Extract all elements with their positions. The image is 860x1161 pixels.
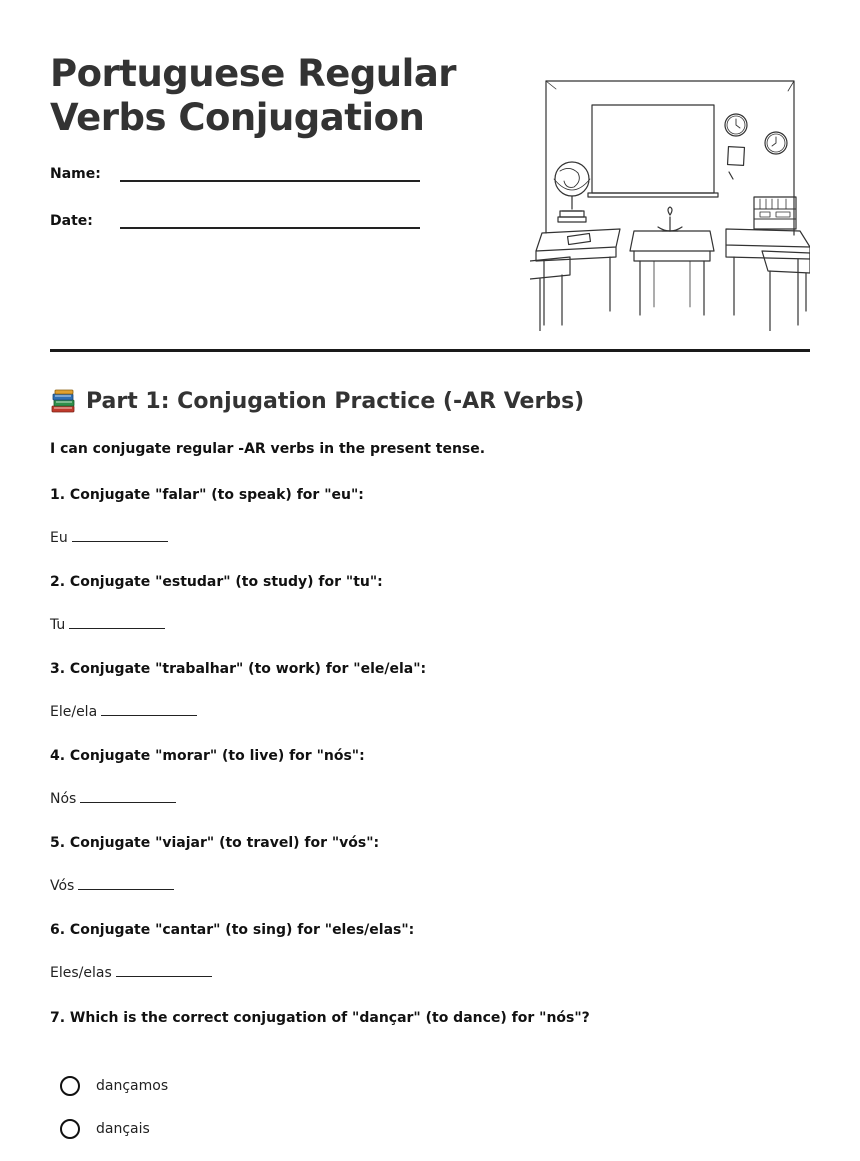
part1-title-text: Part 1: Conjugation Practice (-AR Verbs) bbox=[86, 388, 585, 414]
answer-2-blank[interactable] bbox=[69, 616, 165, 629]
question-3: 3. Conjugate "trabalhar" (to work) for "ele/ela": bbox=[50, 661, 427, 677]
answer-1-prefix: Eu bbox=[50, 530, 68, 546]
question-7: 7. Which is the correct conjugation of "dançar" (to dance) for "nós"? bbox=[50, 1010, 590, 1026]
worksheet-header bbox=[50, 0, 810, 352]
answer-2 bbox=[50, 616, 165, 633]
name-label: Name: bbox=[50, 166, 101, 182]
title-line-2: Verbs Conjugation bbox=[50, 96, 425, 139]
books-icon bbox=[50, 388, 76, 414]
answer-3-blank[interactable] bbox=[101, 703, 197, 716]
learning-objective: I can conjugate regular -AR verbs in the present tense. bbox=[50, 441, 486, 457]
part1-title bbox=[50, 388, 584, 414]
answer-5 bbox=[50, 877, 174, 894]
option-dancamos[interactable] bbox=[60, 1074, 168, 1098]
date-write-line[interactable] bbox=[120, 227, 420, 229]
answer-6-prefix: Eles/elas bbox=[50, 965, 112, 981]
answer-5-blank[interactable] bbox=[78, 877, 174, 890]
option-label: dançamos bbox=[96, 1078, 169, 1094]
name-field bbox=[50, 166, 420, 190]
option-label: dançais bbox=[96, 1121, 150, 1137]
question-1: 1. Conjugate "falar" (to speak) for "eu": bbox=[50, 487, 364, 503]
title-line-1: Portuguese Regular bbox=[50, 52, 457, 95]
answer-6-blank[interactable] bbox=[116, 964, 212, 977]
answer-4 bbox=[50, 790, 176, 807]
classroom-illustration-icon bbox=[530, 75, 810, 331]
date-label: Date: bbox=[50, 213, 93, 229]
question-2: 2. Conjugate "estudar" (to study) for "tu": bbox=[50, 574, 383, 590]
question-6: 6. Conjugate "cantar" (to sing) for "eles/elas": bbox=[50, 922, 415, 938]
name-write-line[interactable] bbox=[120, 180, 420, 182]
header-divider bbox=[50, 349, 810, 352]
answer-4-prefix: Nós bbox=[50, 791, 77, 807]
radio-button[interactable] bbox=[60, 1119, 80, 1139]
worksheet-title bbox=[50, 52, 456, 140]
answer-5-prefix: Vós bbox=[50, 878, 75, 894]
radio-button[interactable] bbox=[60, 1076, 80, 1096]
answer-1-blank[interactable] bbox=[72, 529, 168, 542]
answer-4-blank[interactable] bbox=[80, 790, 176, 803]
answer-6 bbox=[50, 964, 212, 981]
answer-3-prefix: Ele/ela bbox=[50, 704, 98, 720]
answer-3 bbox=[50, 703, 197, 720]
answer-2-prefix: Tu bbox=[50, 617, 66, 633]
date-field bbox=[50, 213, 420, 237]
answer-1 bbox=[50, 529, 168, 546]
option-dancais[interactable] bbox=[60, 1117, 150, 1141]
question-5: 5. Conjugate "viajar" (to travel) for "vós": bbox=[50, 835, 380, 851]
question-4: 4. Conjugate "morar" (to live) for "nós": bbox=[50, 748, 365, 764]
worksheet-page bbox=[50, 0, 810, 1137]
